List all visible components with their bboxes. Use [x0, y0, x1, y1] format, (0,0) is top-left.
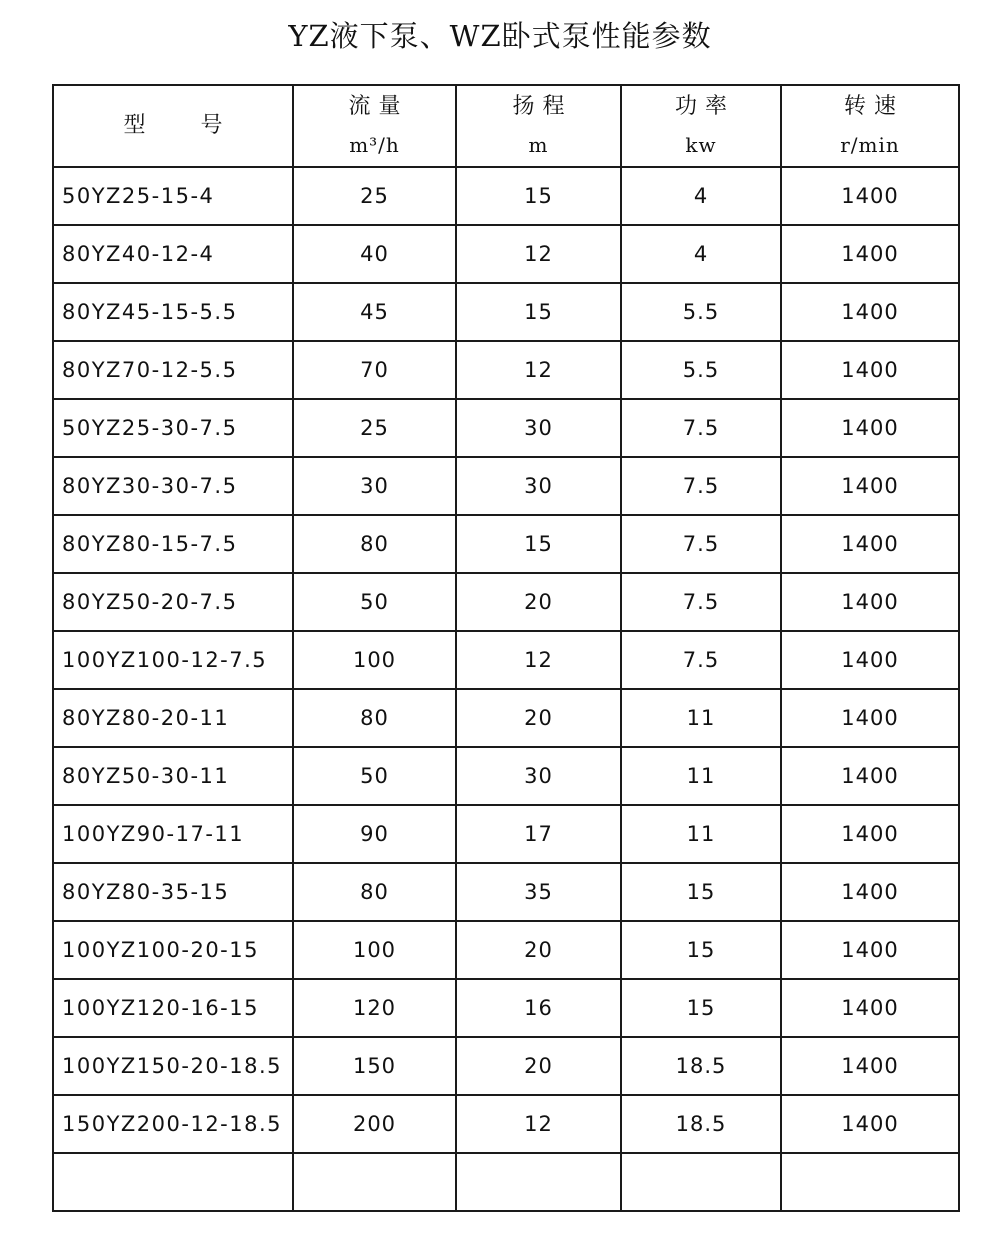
table-row [53, 457, 959, 515]
header-flow-unit: m³/h [349, 133, 400, 157]
power-cell: 4 [621, 167, 781, 225]
head-cell: 30 [456, 457, 621, 515]
speed-cell: 1400 [781, 515, 959, 573]
header-speed-unit: r/min [840, 133, 900, 157]
power-cell: 5.5 [621, 341, 781, 399]
table-header-row [53, 85, 959, 167]
speed-cell: 1400 [781, 283, 959, 341]
power-cell: 7.5 [621, 457, 781, 515]
power-cell: 7.5 [621, 515, 781, 573]
flow-cell: 50 [293, 747, 456, 805]
header-power-label: 功率 [674, 94, 735, 119]
flow-cell: 50 [293, 573, 456, 631]
head-cell: 17 [456, 805, 621, 863]
model-cell: 50YZ25-30-7.5 [53, 399, 293, 457]
speed-cell: 1400 [781, 979, 959, 1037]
table-row [53, 863, 959, 921]
model-cell: 80YZ30-30-7.5 [53, 457, 293, 515]
speed-cell: 1400 [781, 921, 959, 979]
speed-cell: 1400 [781, 341, 959, 399]
flow-cell: 100 [293, 921, 456, 979]
power-cell: 15 [621, 979, 781, 1037]
head-cell: 12 [456, 1095, 621, 1153]
head-cell: 12 [456, 341, 621, 399]
document-title: YZ液下泵、WZ卧式泵性能参数 [288, 19, 712, 53]
model-cell: 100YZ100-20-15 [53, 921, 293, 979]
model-cell: 100YZ120-16-15 [53, 979, 293, 1037]
head-cell: 20 [456, 689, 621, 747]
flow-cell: 150 [293, 1037, 456, 1095]
table-row [53, 167, 959, 225]
head-cell [456, 1153, 621, 1211]
flow-cell: 120 [293, 979, 456, 1037]
speed-cell: 1400 [781, 1037, 959, 1095]
flow-cell: 100 [293, 631, 456, 689]
power-cell: 5.5 [621, 283, 781, 341]
power-cell: 7.5 [621, 573, 781, 631]
table-row [53, 747, 959, 805]
speed-cell: 1400 [781, 689, 959, 747]
flow-cell: 30 [293, 457, 456, 515]
speed-cell: 1400 [781, 225, 959, 283]
model-cell: 80YZ80-20-11 [53, 689, 293, 747]
power-cell: 15 [621, 863, 781, 921]
flow-cell: 200 [293, 1095, 456, 1153]
model-cell: 80YZ40-12-4 [53, 225, 293, 283]
model-cell: 100YZ150-20-18.5 [53, 1037, 293, 1095]
table-row [53, 979, 959, 1037]
power-cell: 11 [621, 689, 781, 747]
power-cell: 15 [621, 921, 781, 979]
model-cell: 150YZ200-12-18.5 [53, 1095, 293, 1153]
power-cell: 4 [621, 225, 781, 283]
header-head-label: 扬程 [512, 94, 573, 119]
head-cell: 12 [456, 225, 621, 283]
header-speed [781, 85, 959, 167]
head-cell: 16 [456, 979, 621, 1037]
head-cell: 30 [456, 399, 621, 457]
table-row [53, 689, 959, 747]
header-flow-label: 流量 [348, 94, 409, 119]
power-cell: 7.5 [621, 631, 781, 689]
model-cell: 80YZ80-15-7.5 [53, 515, 293, 573]
model-cell: 80YZ45-15-5.5 [53, 283, 293, 341]
model-cell: 100YZ100-12-7.5 [53, 631, 293, 689]
header-model [53, 85, 293, 167]
head-cell: 20 [456, 921, 621, 979]
speed-cell: 1400 [781, 747, 959, 805]
flow-cell: 80 [293, 689, 456, 747]
head-cell: 20 [456, 573, 621, 631]
head-cell: 20 [456, 1037, 621, 1095]
power-cell [621, 1153, 781, 1211]
flow-cell: 45 [293, 283, 456, 341]
flow-cell: 80 [293, 515, 456, 573]
pump-spec-table [52, 84, 960, 1212]
power-cell: 18.5 [621, 1037, 781, 1095]
table-row [53, 399, 959, 457]
header-speed-label: 转速 [843, 94, 904, 119]
table-row [53, 921, 959, 979]
flow-cell [293, 1153, 456, 1211]
speed-cell: 1400 [781, 457, 959, 515]
head-cell: 15 [456, 167, 621, 225]
table-row [53, 1037, 959, 1095]
model-cell: 80YZ50-30-11 [53, 747, 293, 805]
speed-cell: 1400 [781, 1095, 959, 1153]
head-cell: 30 [456, 747, 621, 805]
header-head-unit: m [528, 133, 549, 157]
header-flow [293, 85, 456, 167]
model-cell: 100YZ90-17-11 [53, 805, 293, 863]
table-row [53, 341, 959, 399]
model-cell [53, 1153, 293, 1211]
power-cell: 11 [621, 805, 781, 863]
header-model-label: 型 号 [123, 113, 247, 138]
head-cell: 15 [456, 515, 621, 573]
header-power-unit: kw [685, 133, 717, 157]
speed-cell: 1400 [781, 863, 959, 921]
power-cell: 7.5 [621, 399, 781, 457]
speed-cell: 1400 [781, 631, 959, 689]
header-head [456, 85, 621, 167]
speed-cell [781, 1153, 959, 1211]
speed-cell: 1400 [781, 805, 959, 863]
model-cell: 80YZ50-20-7.5 [53, 573, 293, 631]
head-cell: 35 [456, 863, 621, 921]
speed-cell: 1400 [781, 399, 959, 457]
table-row [53, 805, 959, 863]
table-row [53, 515, 959, 573]
table-row [53, 283, 959, 341]
head-cell: 15 [456, 283, 621, 341]
model-cell: 80YZ70-12-5.5 [53, 341, 293, 399]
table-row [53, 573, 959, 631]
model-cell: 80YZ80-35-15 [53, 863, 293, 921]
flow-cell: 90 [293, 805, 456, 863]
model-cell: 50YZ25-15-4 [53, 167, 293, 225]
speed-cell: 1400 [781, 167, 959, 225]
power-cell: 18.5 [621, 1095, 781, 1153]
power-cell: 11 [621, 747, 781, 805]
flow-cell: 80 [293, 863, 456, 921]
flow-cell: 70 [293, 341, 456, 399]
table-row [53, 631, 959, 689]
table-row [53, 225, 959, 283]
flow-cell: 25 [293, 399, 456, 457]
flow-cell: 25 [293, 167, 456, 225]
flow-cell: 40 [293, 225, 456, 283]
table-row [53, 1095, 959, 1153]
head-cell: 12 [456, 631, 621, 689]
table-row-empty [53, 1153, 959, 1211]
speed-cell: 1400 [781, 573, 959, 631]
header-power [621, 85, 781, 167]
